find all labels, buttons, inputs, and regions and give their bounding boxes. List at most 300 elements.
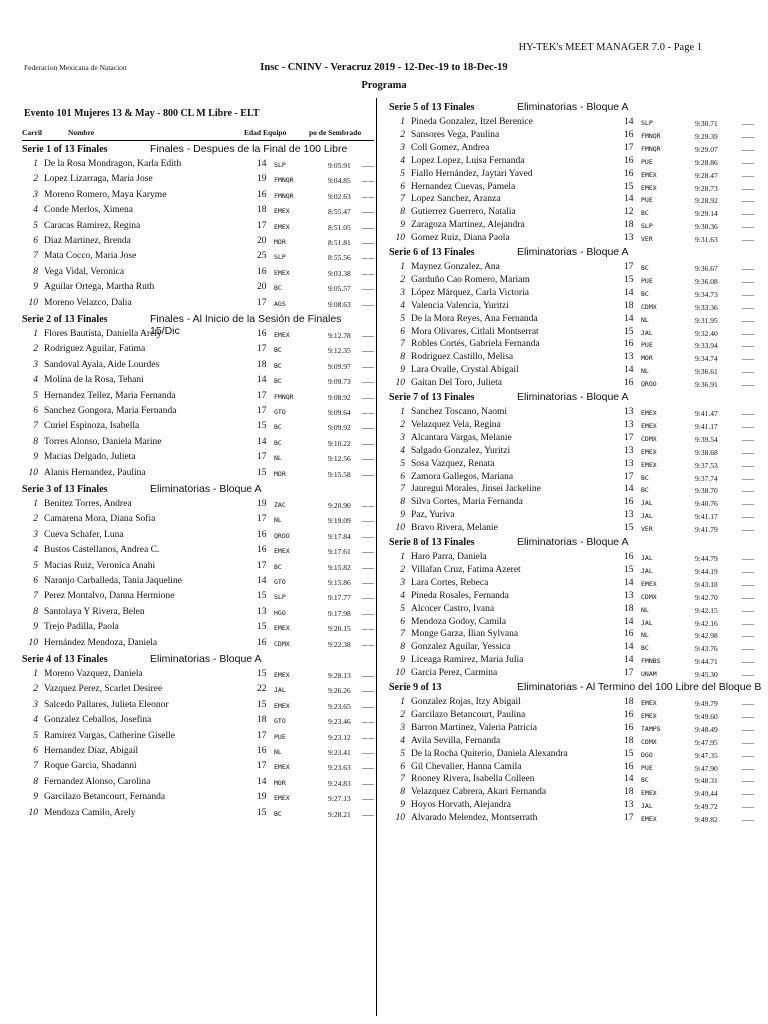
seed-time: 9:34.73 xyxy=(695,289,718,299)
lane-number: 2 xyxy=(400,564,405,575)
swimmer-name: Gonzalez Rojas, Itzy Abigail xyxy=(411,697,521,707)
swimmer-name: Paz, Yuriva xyxy=(411,510,455,521)
lane-number: 2 xyxy=(400,129,405,140)
swimmer-age: 16 xyxy=(624,168,634,179)
series-description: Eliminatorias - Bloque A xyxy=(150,653,262,665)
team-code: BC xyxy=(274,438,282,447)
swimmer-name: Mora Olivares, Citlali Montserrat xyxy=(411,326,539,337)
lane-number: 7 xyxy=(33,761,38,772)
team-code: GTO xyxy=(274,717,286,726)
seed-time: 9:12.78 xyxy=(328,331,351,340)
result-blank: ___ xyxy=(742,313,754,323)
team-code: FMNQR xyxy=(641,131,661,140)
team-code: EMEX xyxy=(641,447,657,456)
lane-number: 5 xyxy=(33,560,38,571)
swimmer-name: Hoyos Horvath, Alejandra xyxy=(411,800,511,811)
swimmer-age: 13 xyxy=(624,352,634,363)
result-blank: ___ xyxy=(742,813,754,823)
swimmer-age: 17 xyxy=(257,297,267,308)
team-code: BC xyxy=(274,809,282,818)
swimmer-age: 16 xyxy=(624,129,634,140)
series-header xyxy=(389,681,765,697)
swimmer-age: 16 xyxy=(624,155,634,166)
swimmer-name: Benitez Torres, Andrea xyxy=(44,499,132,509)
team-code: JAL xyxy=(641,499,653,508)
lane-number: 6 xyxy=(400,326,405,337)
swimmer-age: 17 xyxy=(624,432,634,443)
result-blank: ___ xyxy=(742,697,754,706)
swimmer-age: 14 xyxy=(257,436,267,447)
lane-number: 9 xyxy=(400,220,405,231)
swimmer-name: Avila Sevilla, Fernanda xyxy=(411,735,501,746)
swimmer-age: 14 xyxy=(624,117,634,127)
swimmer-age: 15 xyxy=(257,421,267,432)
team-code: BC xyxy=(274,423,282,432)
swimmer-name: Naranjo Carballeda, Tania Jaqueline xyxy=(44,576,182,586)
team-code: PUE xyxy=(641,196,653,205)
seed-time: 8:51.81 xyxy=(328,238,351,247)
swimmer-name: De la Rocha Quiterio, Daniela Alexandra xyxy=(411,748,568,759)
swimmer-row xyxy=(24,499,376,512)
team-code: QROO xyxy=(641,380,657,389)
lane-number: 6 xyxy=(400,616,405,627)
result-blank: ___ xyxy=(362,467,374,477)
swimmer-age: 17 xyxy=(257,452,267,463)
swimmer-age: 16 xyxy=(624,761,634,772)
team-code: BC xyxy=(641,289,649,298)
team-code: CDMX xyxy=(641,592,657,601)
swimmer-row xyxy=(391,552,767,565)
swimmer-name: Conde Merlos, Ximena xyxy=(44,205,133,216)
team-code: VER xyxy=(641,525,653,534)
team-code: PUE xyxy=(641,341,653,350)
lane-number: 4 xyxy=(33,545,38,556)
swimmer-row xyxy=(391,668,767,681)
seed-time: 9:48.49 xyxy=(695,724,718,734)
seed-time: 9:34.74 xyxy=(695,354,718,364)
seed-time: 9:41.17 xyxy=(695,421,718,431)
swimmer-row xyxy=(24,607,376,620)
swimmer-row xyxy=(391,378,767,391)
seed-time: 9:09.64 xyxy=(328,408,351,417)
swimmer-row xyxy=(24,251,376,264)
swimmer-row xyxy=(24,468,376,481)
swimmer-age: 15 xyxy=(257,699,267,710)
lane-number: 10 xyxy=(28,807,38,818)
meet-title: Insc - CNINV - Veracruz 2019 - 12-Dec-19 to 18-Dec-19 xyxy=(260,62,508,73)
result-blank: ___ xyxy=(742,168,754,178)
swimmer-row xyxy=(24,761,376,774)
result-blank: ___ xyxy=(742,577,754,587)
swimmer-age: 15 xyxy=(257,591,267,602)
swimmer-name: Hernandez Díaz, Abigail xyxy=(44,746,139,756)
team-code: JAL xyxy=(641,554,653,562)
seed-time: 9:44.19 xyxy=(695,566,718,576)
result-blank: ___ xyxy=(742,352,754,362)
swimmer-age: 16 xyxy=(257,529,267,540)
seed-time: 9:42.98 xyxy=(695,631,718,641)
team-code: PUE xyxy=(641,763,653,772)
swimmer-row xyxy=(24,282,376,295)
team-code: FMNQR xyxy=(274,191,294,200)
lane-number: 4 xyxy=(33,375,38,386)
swimmer-row xyxy=(24,684,376,697)
team-code: JAL xyxy=(641,618,653,627)
result-blank: ___ xyxy=(362,159,374,168)
swimmer-row xyxy=(391,523,767,536)
team-code: EMEX xyxy=(274,763,290,772)
seed-time: 9:05.91 xyxy=(328,161,351,170)
seed-time: 9:19.09 xyxy=(328,516,351,526)
swimmer-age: 17 xyxy=(624,262,634,272)
lane-number: 3 xyxy=(400,142,405,153)
swimmer-age: 14 xyxy=(624,616,634,627)
lane-number: 8 xyxy=(400,787,405,798)
swimmer-row xyxy=(391,314,767,327)
swimmer-name: Sanchez Toscano, Naomi xyxy=(411,407,507,417)
organization-name: Federacion Mexicana de Natacion xyxy=(24,63,127,72)
seed-time: 9:23.12 xyxy=(328,732,351,742)
swimmer-age: 15 xyxy=(624,748,634,759)
lane-number: 6 xyxy=(33,406,38,416)
lane-number: 1 xyxy=(400,407,405,417)
swimmer-name: Alcocer Castro, Ivana xyxy=(411,603,495,614)
seed-time: 9:08.92 xyxy=(328,392,351,402)
swimmer-row xyxy=(391,143,767,156)
swimmer-row xyxy=(391,800,767,813)
swimmer-name: Lopez Sanchez, Aranza xyxy=(411,194,501,205)
team-code: EMEX xyxy=(641,183,657,192)
lane-number: 7 xyxy=(400,629,405,640)
team-code: JAL xyxy=(274,686,286,695)
series-label: Serie 6 of 13 Finales xyxy=(389,247,475,258)
lane-number: 9 xyxy=(33,792,38,803)
swimmer-row xyxy=(391,510,767,523)
result-blank: ___ xyxy=(362,452,374,462)
lane-number: 8 xyxy=(400,352,405,363)
lane-number: 3 xyxy=(400,577,405,588)
report-header-right: HY-TEK's MEET MANAGER 7.0 - Page 1 xyxy=(518,42,702,53)
seed-time: 9:28.86 xyxy=(695,157,718,167)
name-header: Nombre xyxy=(68,128,95,137)
result-blank: ___ xyxy=(742,458,754,468)
swimmer-name: Barron Martinez, Valeria Patricia xyxy=(411,722,537,733)
team-code: GTO xyxy=(274,578,286,586)
swimmer-name: Pineda Gonzalez, Itzel Berenice xyxy=(411,117,533,127)
swimmer-age: 14 xyxy=(257,776,267,787)
seed-time: 9:42.70 xyxy=(695,592,718,602)
seed-time: 9:49.82 xyxy=(695,815,718,825)
swimmer-row xyxy=(391,182,767,195)
lane-number: 4 xyxy=(400,590,405,601)
lane-number: 6 xyxy=(400,181,405,192)
result-blank: ___ xyxy=(742,564,754,574)
team-code: UNAM xyxy=(641,670,657,679)
lane-number: 8 xyxy=(400,642,405,653)
result-blank: ___ xyxy=(742,117,754,126)
swimmer-name: Garduño Cao Romero, Mariam xyxy=(411,274,530,285)
seed-time: 9:49.72 xyxy=(695,802,718,812)
swimmer-row xyxy=(391,813,767,826)
swimmer-name: Velazquez Cabrera, Akari Fernanda xyxy=(411,787,547,798)
series-description: Eliminatorias - Al Termino del 100 Libre del Bloque B xyxy=(517,681,762,693)
swimmer-row xyxy=(391,207,767,220)
lane-number: 3 xyxy=(33,529,38,540)
swimmer-age: 17 xyxy=(257,730,267,741)
result-blank: ___ xyxy=(742,552,754,561)
column-headers xyxy=(22,125,374,141)
result-blank: ___ xyxy=(742,616,754,626)
seed-time: 9:40.76 xyxy=(695,499,718,509)
team-code: CDMX xyxy=(641,434,657,443)
lane-number: 2 xyxy=(400,274,405,285)
result-blank: ___ xyxy=(742,642,754,652)
team-code: FMNQR xyxy=(274,392,294,401)
swimmer-row xyxy=(391,642,767,655)
result-blank: ___ xyxy=(742,365,754,375)
seed-time: 9:31.63 xyxy=(695,235,718,245)
result-blank: ___ xyxy=(362,220,374,230)
swimmer-name: Hernández Mendoza, Daniela xyxy=(44,637,158,648)
swimmer-name: Coll Gomez, Andrea xyxy=(411,142,490,153)
result-blank: ___ xyxy=(742,735,754,745)
swimmer-row xyxy=(24,808,376,821)
result-blank: ___ xyxy=(742,709,754,719)
result-blank: ___ xyxy=(742,181,754,191)
seed-time: 9:09.97 xyxy=(328,361,351,371)
swimmer-row xyxy=(391,484,767,497)
swimmer-age: 20 xyxy=(257,236,267,246)
team-code: DGO xyxy=(641,750,653,759)
swimmer-age: 16 xyxy=(624,552,634,562)
lane-number: 1 xyxy=(33,159,38,169)
lane-number: 5 xyxy=(33,730,38,741)
swimmer-name: Sosa Vazquez, Renata xyxy=(411,458,495,469)
seed-time: 9:49.79 xyxy=(695,699,718,708)
result-blank: ___ xyxy=(742,339,754,349)
swimmer-row xyxy=(391,327,767,340)
result-blank: ___ xyxy=(742,445,754,455)
swimmer-name: Mendoza Godoy, Camila xyxy=(411,616,507,627)
team-code: FMNQR xyxy=(641,144,661,153)
swimmer-row xyxy=(391,655,767,668)
swimmer-age: 14 xyxy=(257,576,267,586)
lane-number: 10 xyxy=(395,668,405,679)
lane-number: 10 xyxy=(395,233,405,244)
swimmer-name: Lara Ovalle, Crystal Abigail xyxy=(411,365,519,376)
seed-time: 9:47.90 xyxy=(695,763,718,773)
seed-time: 9:37.53 xyxy=(695,460,718,470)
team-code: NL xyxy=(274,454,282,463)
seed-time: 9:17.84 xyxy=(328,531,351,541)
seed-time: 9:43.76 xyxy=(695,644,718,654)
series-description: Eliminatorias - Bloque A xyxy=(517,391,629,403)
seed-time: 9:36.67 xyxy=(695,264,718,273)
swimmer-row xyxy=(391,578,767,591)
seed-time: 9:15.82 xyxy=(328,562,351,572)
team-code: MOR xyxy=(274,469,286,478)
swimmer-row xyxy=(391,762,767,775)
swimmer-name: Roque Garcia, Shadanni xyxy=(44,761,137,772)
swimmer-age: 16 xyxy=(624,497,634,508)
result-blank: ___ xyxy=(362,746,374,755)
result-blank: ___ xyxy=(742,774,754,784)
swimmer-row xyxy=(391,459,767,472)
result-blank: ___ xyxy=(362,529,374,539)
seed-time: 9:43.18 xyxy=(695,579,718,589)
result-blank: ___ xyxy=(362,560,374,570)
swimmer-age: 16 xyxy=(257,189,267,200)
swimmer-name: Fiallo Hernández, Jaytari Yaved xyxy=(411,168,533,179)
swimmer-name: Curiel Espinoza, Isabella xyxy=(44,421,140,432)
result-blank: ___ xyxy=(362,761,374,771)
result-blank: ___ xyxy=(362,406,374,415)
series-label: Serie 5 of 13 Finales xyxy=(389,102,475,113)
seed-time: 9:15.86 xyxy=(328,578,351,587)
swimmer-name: Vega Vidal, Veronica xyxy=(44,266,125,277)
swimmer-row xyxy=(24,576,376,589)
swimmer-age: 14 xyxy=(624,313,634,324)
swimmer-name: Moreno Romero, Maya Karyme xyxy=(44,189,167,200)
seed-time: 9:28.73 xyxy=(695,183,718,193)
team-code: EMEX xyxy=(641,170,657,179)
lane-number: 3 xyxy=(400,722,405,733)
result-blank: ___ xyxy=(362,622,374,632)
swimmer-name: Moreno Vazquez, Daniela xyxy=(44,669,143,679)
seed-time: 9:41.79 xyxy=(695,525,718,535)
team-code: NL xyxy=(641,315,649,324)
team-code: BC xyxy=(641,776,649,785)
swimmer-name: Ramirez Vargas, Catherine Giselle xyxy=(44,730,176,741)
result-blank: ___ xyxy=(362,329,374,338)
team-code: JAL xyxy=(641,328,653,337)
swimmer-name: Gutierrez Guerrero, Natalia xyxy=(411,207,516,218)
seed-time: 9:23.41 xyxy=(328,748,351,757)
result-blank: ___ xyxy=(362,189,374,199)
result-blank: ___ xyxy=(742,129,754,139)
result-blank: ___ xyxy=(362,251,374,261)
team-code: MOR xyxy=(274,238,286,246)
swimmer-age: 14 xyxy=(624,365,634,376)
seed-time: 9:09.73 xyxy=(328,377,351,387)
result-blank: ___ xyxy=(362,591,374,601)
result-blank: ___ xyxy=(362,715,374,725)
swimmer-age: 14 xyxy=(257,159,267,169)
swimmer-age: 25 xyxy=(257,251,267,262)
result-blank: ___ xyxy=(742,194,754,204)
result-blank: ___ xyxy=(742,287,754,297)
seed-time: 9:17.61 xyxy=(328,547,351,557)
team-code: GTO xyxy=(274,408,286,416)
swimmer-name: Torres Alonso, Daniela Marine xyxy=(44,436,162,447)
lane-number: 5 xyxy=(33,390,38,401)
swimmer-name: De la Mora Reyes, Ana Fernanda xyxy=(411,313,538,324)
team-code: EMEX xyxy=(274,268,290,277)
seed-time: 9:39.54 xyxy=(695,434,718,444)
swimmer-age: 17 xyxy=(257,560,267,571)
team-code: SLP xyxy=(641,119,653,127)
seed-time: 9:17.98 xyxy=(328,608,351,618)
swimmer-age: 14 xyxy=(624,287,634,298)
swimmer-name: Garcilazo Betancourt, Paulina xyxy=(411,709,526,720)
swimmer-age: 18 xyxy=(257,359,267,370)
team-code: JAL xyxy=(641,512,653,521)
team-code: QROO xyxy=(274,531,290,540)
seed-time: 9:29.07 xyxy=(695,144,718,154)
team-code: AGS xyxy=(274,299,286,308)
lane-number: 9 xyxy=(400,800,405,811)
team-code: FMNQR xyxy=(274,176,294,185)
lane-number: 7 xyxy=(33,591,38,602)
lane-number: 2 xyxy=(33,684,38,695)
swimmer-age: 14 xyxy=(624,577,634,588)
seed-time: 9:48.31 xyxy=(695,776,718,786)
swimmer-row xyxy=(24,746,376,759)
lane-number: 7 xyxy=(400,774,405,785)
lane-number: 1 xyxy=(33,669,38,679)
swimmer-name: Jauregui Morales, Jinsei Jackeline xyxy=(411,484,541,495)
swimmer-name: Garcilazo Betancourt, Fernanda xyxy=(44,792,166,803)
team-code: EMEX xyxy=(641,409,657,417)
team-code: BC xyxy=(274,562,282,571)
swimmer-name: Sansores Vega, Paulina xyxy=(411,129,500,140)
swimmer-row xyxy=(24,638,376,651)
team-code: ZAC xyxy=(274,501,286,509)
team-code: EMEX xyxy=(274,207,290,216)
lane-number: 2 xyxy=(400,419,405,430)
result-blank: ___ xyxy=(362,499,374,508)
series-header xyxy=(389,101,765,117)
swimmer-age: 14 xyxy=(624,484,634,495)
swimmer-age: 18 xyxy=(624,300,634,311)
seed-time: 9:26.26 xyxy=(328,686,351,696)
swimmer-name: Zamora Gallegos, Mariana xyxy=(411,471,514,482)
team-code: SLP xyxy=(274,253,286,262)
swimmer-row xyxy=(24,530,376,543)
swimmer-age: 16 xyxy=(257,637,267,648)
team-code: EMEX xyxy=(641,579,657,588)
swimmer-name: Macias Delgado, Julieta xyxy=(44,452,136,463)
seed-time: 9:12.56 xyxy=(328,454,351,464)
swimmer-name: Alvarado Melendez, Montserrath xyxy=(411,813,538,824)
swimmer-row xyxy=(391,446,767,459)
swimmer-age: 19 xyxy=(257,174,267,185)
team-code: FMNBS xyxy=(641,657,661,666)
lane-number: 7 xyxy=(33,251,38,262)
swimmer-name: Alanis Hernandez, Paulina xyxy=(44,467,146,478)
lane-number: 4 xyxy=(33,715,38,726)
swimmer-row xyxy=(24,777,376,790)
lane-number: 10 xyxy=(395,813,405,824)
team-code: BC xyxy=(641,644,649,653)
seed-time: 9:49.44 xyxy=(695,789,718,799)
swimmer-age: 16 xyxy=(257,329,267,339)
seed-time: 9:28.92 xyxy=(695,196,718,206)
team-code: EMEX xyxy=(641,711,657,720)
seed-time: 9:49.60 xyxy=(695,711,718,721)
lane-number: 4 xyxy=(400,300,405,311)
swimmer-age: 16 xyxy=(624,629,634,640)
series-label: Serie 3 of 13 Finales xyxy=(22,484,108,495)
result-blank: ___ xyxy=(742,655,754,665)
result-blank: ___ xyxy=(742,590,754,600)
swimmer-age: 14 xyxy=(624,774,634,785)
series-label: Serie 4 of 13 Finales xyxy=(22,654,108,665)
swimmer-name: Rodriguez Aguilar, Fatima xyxy=(44,344,146,355)
swimmer-name: Rooney Rivera, Isabella Colleen xyxy=(411,774,535,785)
team-code: HGO xyxy=(274,608,286,617)
swimmer-row xyxy=(391,591,767,604)
